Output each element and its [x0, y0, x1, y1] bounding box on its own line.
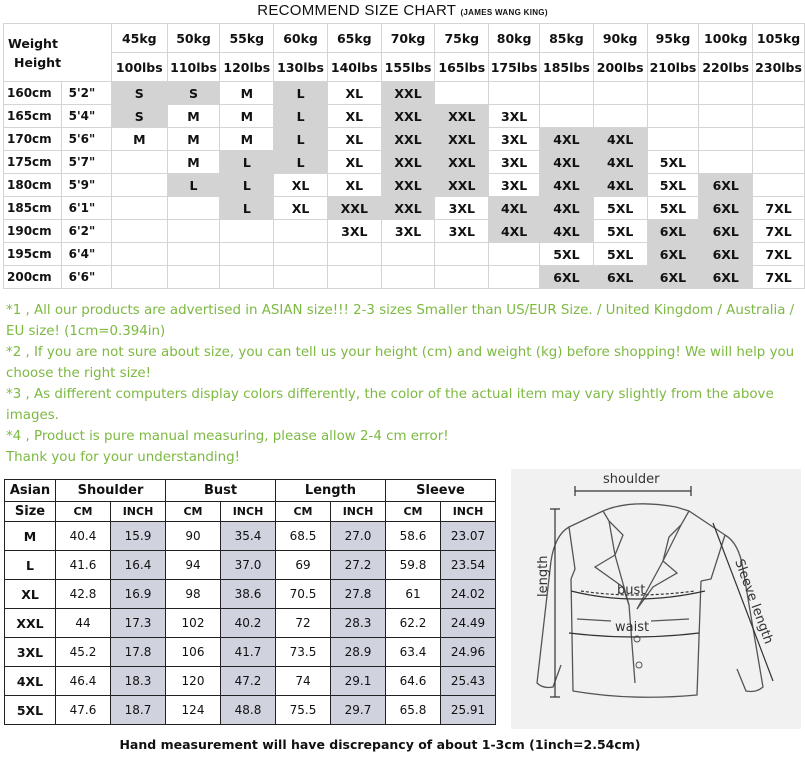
size-cell: XXL: [381, 197, 435, 220]
corner-height-label: Height: [14, 54, 62, 70]
size-row: [4, 220, 805, 243]
weight-lbs-header: 210lbs: [647, 53, 699, 82]
measure-inch-value: 24.49: [441, 609, 496, 638]
height-cm: 170cm: [4, 128, 62, 151]
size-cell: 7XL: [753, 220, 805, 243]
measure-inch-value: 17.3: [111, 609, 166, 638]
measure-inch-value: 24.96: [441, 638, 496, 667]
size-row: [4, 128, 805, 151]
size-cell: XL: [327, 82, 381, 105]
measure-inch-value: 28.3: [331, 609, 386, 638]
height-inch: 6'2": [61, 220, 111, 243]
size-cell: 6XL: [647, 220, 699, 243]
size-cell: 3XL: [489, 128, 540, 151]
size-cell: [111, 151, 167, 174]
size-cell: 6XL: [540, 266, 594, 289]
measure-inch-value: 18.3: [111, 667, 166, 696]
size-row: [4, 174, 805, 197]
size-cell: [753, 151, 805, 174]
measure-inch-value: 25.43: [441, 667, 496, 696]
measure-inch-value: 28.9: [331, 638, 386, 667]
measure-cm-value: 68.5: [276, 522, 331, 551]
size-cell: L: [220, 174, 274, 197]
size-cell: L: [220, 151, 274, 174]
measure-inch-value: 23.07: [441, 522, 496, 551]
measure-row: [5, 522, 496, 551]
note-line: *3 , As different computers display colors differently, the color of the actual item may vary slightly from the above images.: [6, 387, 774, 423]
size-cell: [647, 128, 699, 151]
size-cell: 6XL: [699, 220, 753, 243]
size-cell: 3XL: [489, 105, 540, 128]
size-cell: [489, 243, 540, 266]
height-inch: 5'6": [61, 128, 111, 151]
measure-inch-value: 29.1: [331, 667, 386, 696]
weight-kg-header: 100kg: [699, 24, 753, 53]
measure-inch-value: 27.2: [331, 551, 386, 580]
measure-cm-value: 45.2: [56, 638, 111, 667]
size-cell: 6XL: [647, 266, 699, 289]
size-cell: M: [167, 151, 220, 174]
size-cell: 4XL: [593, 151, 647, 174]
size-cell: 3XL: [489, 174, 540, 197]
size-cell: XXL: [435, 128, 489, 151]
weight-kg-header: 45kg: [111, 24, 167, 53]
size-cell: S: [111, 82, 167, 105]
size-cell: [753, 174, 805, 197]
size-cell: 6XL: [699, 174, 753, 197]
size-cell: [220, 243, 274, 266]
measure-cm-value: 47.6: [56, 696, 111, 725]
measure-cm-value: 64.6: [386, 667, 441, 696]
size-label: Size: [5, 502, 56, 522]
weight-lbs-header: 100lbs: [111, 53, 167, 82]
weight-lbs-header: 120lbs: [220, 53, 274, 82]
size-cell: 4XL: [489, 197, 540, 220]
size-row: [4, 105, 805, 128]
size-cell: L: [274, 105, 328, 128]
measure-cm-value: 62.2: [386, 609, 441, 638]
size-cell: [647, 105, 699, 128]
size-cell: 4XL: [593, 174, 647, 197]
size-cell: 4XL: [489, 220, 540, 243]
weight-kg-header: 70kg: [381, 24, 435, 53]
weight-kg-header: 55kg: [220, 24, 274, 53]
size-cell: M: [167, 105, 220, 128]
size-cell: [167, 266, 220, 289]
height-cm: 190cm: [4, 220, 62, 243]
measure-cm-value: 94: [166, 551, 221, 580]
size-cell: 3XL: [327, 220, 381, 243]
size-cell: 6XL: [699, 266, 753, 289]
size-cell: L: [274, 151, 328, 174]
size-cell: [699, 151, 753, 174]
size-cell: [381, 243, 435, 266]
measure-cm-value: 74: [276, 667, 331, 696]
size-cell: 5XL: [647, 174, 699, 197]
weight-lbs-header: 175lbs: [489, 53, 540, 82]
size-cell: [167, 243, 220, 266]
unit-header: CM: [56, 502, 111, 522]
label-shoulder: shoulder: [603, 472, 660, 487]
measure-inch-value: 35.4: [221, 522, 276, 551]
measure-inch-value: 41.7: [221, 638, 276, 667]
size-cell: XL: [327, 174, 381, 197]
chart-title-brand: (JAMES WANG KING): [460, 8, 548, 17]
size-cell: 5XL: [540, 243, 594, 266]
size-cell: XL: [274, 174, 328, 197]
weight-lbs-header: 185lbs: [540, 53, 594, 82]
size-cell: 5XL: [647, 151, 699, 174]
measure-row: [5, 667, 496, 696]
size-cell: [435, 266, 489, 289]
unit-header: INCH: [221, 502, 276, 522]
size-cell: 5XL: [593, 220, 647, 243]
measure-cm-value: 98: [166, 580, 221, 609]
size-cell: XXL: [435, 151, 489, 174]
size-cell: 5XL: [593, 243, 647, 266]
height-cm: 160cm: [4, 82, 62, 105]
measure-cm-value: 69: [276, 551, 331, 580]
measure-cm-value: 46.4: [56, 667, 111, 696]
size-cell: M: [111, 128, 167, 151]
measure-cm-value: 124: [166, 696, 221, 725]
size-row: [4, 243, 805, 266]
size-cell: [699, 82, 753, 105]
size-cell: [593, 105, 647, 128]
weight-kg-header: 105kg: [753, 24, 805, 53]
measure-row: [5, 580, 496, 609]
size-cell: [489, 82, 540, 105]
size-cell: [220, 266, 274, 289]
size-row: [4, 266, 805, 289]
unit-header: CM: [386, 502, 441, 522]
size-cell: [327, 243, 381, 266]
height-inch: 5'9": [61, 174, 111, 197]
size-cell: [111, 220, 167, 243]
size-cell: [274, 220, 328, 243]
measure-group-sleeve: Sleeve: [386, 480, 496, 502]
measure-size: 3XL: [5, 638, 56, 667]
notes-block: [6, 300, 802, 468]
size-cell: L: [220, 197, 274, 220]
weight-kg-header: 80kg: [489, 24, 540, 53]
size-cell: M: [220, 128, 274, 151]
measure-inch-value: 17.8: [111, 638, 166, 667]
label-waist: waist: [615, 620, 650, 635]
unit-header: INCH: [111, 502, 166, 522]
size-cell: 7XL: [753, 197, 805, 220]
size-cell: [753, 128, 805, 151]
height-cm: 175cm: [4, 151, 62, 174]
weight-kg-header: 75kg: [435, 24, 489, 53]
size-row: [4, 82, 805, 105]
measure-cm-value: 70.5: [276, 580, 331, 609]
size-cell: [699, 128, 753, 151]
height-inch: 6'1": [61, 197, 111, 220]
size-cell: XXL: [381, 174, 435, 197]
size-cell: [274, 243, 328, 266]
measure-cm-value: 90: [166, 522, 221, 551]
measure-inch-value: 27.0: [331, 522, 386, 551]
size-cell: [489, 266, 540, 289]
size-cell: [540, 105, 594, 128]
note-line: Thank you for your understanding!: [6, 450, 240, 465]
measure-row: [5, 696, 496, 725]
measure-row: [5, 609, 496, 638]
size-cell: 6XL: [699, 197, 753, 220]
measure-inch-value: 18.7: [111, 696, 166, 725]
size-cell: XXL: [435, 105, 489, 128]
measure-size: 5XL: [5, 696, 56, 725]
measure-size: XL: [5, 580, 56, 609]
size-cell: [699, 105, 753, 128]
unit-header: INCH: [331, 502, 386, 522]
measure-inch-value: 16.4: [111, 551, 166, 580]
size-cell: [111, 243, 167, 266]
height-inch: 5'7": [61, 151, 111, 174]
size-cell: 4XL: [593, 128, 647, 151]
size-cell: [220, 220, 274, 243]
size-cell: [753, 82, 805, 105]
measure-cm-value: 44: [56, 609, 111, 638]
size-cell: [327, 266, 381, 289]
measure-inch-value: 16.9: [111, 580, 166, 609]
size-cell: [274, 266, 328, 289]
measure-cm-value: 40.4: [56, 522, 111, 551]
height-cm: 195cm: [4, 243, 62, 266]
measure-inch-value: 15.9: [111, 522, 166, 551]
height-inch: 6'6": [61, 266, 111, 289]
measure-cm-value: 41.6: [56, 551, 111, 580]
measure-inch-value: 40.2: [221, 609, 276, 638]
chart-title-main: RECOMMEND SIZE CHART: [257, 2, 456, 19]
size-cell: [435, 243, 489, 266]
measure-inch-value: 38.6: [221, 580, 276, 609]
height-inch: 5'4": [61, 105, 111, 128]
height-inch: 5'2": [61, 82, 111, 105]
weight-kg-header: 65kg: [327, 24, 381, 53]
size-cell: 5XL: [647, 197, 699, 220]
label-sleeve-length: Sleeve length: [731, 557, 776, 647]
size-cell: 3XL: [435, 220, 489, 243]
weight-lbs-header: 155lbs: [381, 53, 435, 82]
size-row: [4, 151, 805, 174]
label-length: length: [536, 555, 551, 597]
size-cell: 6XL: [593, 266, 647, 289]
measure-inch-value: 27.8: [331, 580, 386, 609]
measure-cm-value: 59.8: [386, 551, 441, 580]
height-cm: 200cm: [4, 266, 62, 289]
measure-cm-value: 102: [166, 609, 221, 638]
weight-lbs-header: 220lbs: [699, 53, 753, 82]
size-cell: [111, 266, 167, 289]
size-cell: XL: [327, 128, 381, 151]
measure-row: [5, 638, 496, 667]
size-cell: [593, 82, 647, 105]
asian-label: Asian: [5, 480, 56, 502]
size-cell: 4XL: [540, 128, 594, 151]
size-cell: [167, 220, 220, 243]
measure-cm-value: 58.6: [386, 522, 441, 551]
size-cell: XXL: [381, 151, 435, 174]
height-inch: 6'4": [61, 243, 111, 266]
size-cell: 4XL: [540, 151, 594, 174]
size-cell: XL: [274, 197, 328, 220]
size-cell: [647, 82, 699, 105]
measurement-table: [4, 479, 496, 725]
weight-lbs-header: 130lbs: [274, 53, 328, 82]
size-row: [4, 197, 805, 220]
measure-cm-value: 63.4: [386, 638, 441, 667]
size-cell: 3XL: [435, 197, 489, 220]
size-cell: 6XL: [647, 243, 699, 266]
measure-row: [5, 551, 496, 580]
size-cell: 4XL: [540, 197, 594, 220]
corner-weight-label: Weight: [8, 35, 58, 51]
size-cell: 3XL: [489, 151, 540, 174]
size-cell: XXL: [381, 105, 435, 128]
size-cell: S: [111, 105, 167, 128]
weight-lbs-header: 165lbs: [435, 53, 489, 82]
size-cell: [111, 174, 167, 197]
measure-size: M: [5, 522, 56, 551]
unit-header: INCH: [441, 502, 496, 522]
measure-inch-value: 25.91: [441, 696, 496, 725]
measure-cm-value: 61: [386, 580, 441, 609]
measure-group-shoulder: Shoulder: [56, 480, 166, 502]
unit-header: CM: [276, 502, 331, 522]
size-cell: XXL: [327, 197, 381, 220]
size-cell: 4XL: [540, 174, 594, 197]
weight-kg-header: 90kg: [593, 24, 647, 53]
size-cell: [435, 82, 489, 105]
measure-size: 4XL: [5, 667, 56, 696]
size-cell: XL: [327, 105, 381, 128]
measure-size: XXL: [5, 609, 56, 638]
measure-cm-value: 65.8: [386, 696, 441, 725]
size-cell: XXL: [381, 128, 435, 151]
unit-header: CM: [166, 502, 221, 522]
size-cell: L: [274, 82, 328, 105]
weight-lbs-header: 110lbs: [167, 53, 220, 82]
size-cell: [540, 82, 594, 105]
weight-lbs-header: 200lbs: [593, 53, 647, 82]
footer-note: Hand measurement will have discrepancy of about 1-3cm (1inch=2.54cm): [119, 737, 641, 752]
weight-kg-header: 95kg: [647, 24, 699, 53]
weight-lbs-header: 140lbs: [327, 53, 381, 82]
measure-inch-value: 23.54: [441, 551, 496, 580]
size-cell: 6XL: [699, 243, 753, 266]
size-cell: M: [220, 105, 274, 128]
size-cell: M: [220, 82, 274, 105]
height-cm: 165cm: [4, 105, 62, 128]
measure-group-bust: Bust: [166, 480, 276, 502]
height-cm: 180cm: [4, 174, 62, 197]
note-line: *1 , All our products are advertised in ASIAN size!!! 2-3 sizes Smaller than US/EUR Size. / United Kingdom / Australia / EU size! (1cm=0.394in): [6, 303, 795, 339]
size-cell: S: [167, 82, 220, 105]
size-cell: 7XL: [753, 266, 805, 289]
measure-inch-value: 47.2: [221, 667, 276, 696]
size-cell: L: [167, 174, 220, 197]
chart-title: [0, 2, 805, 19]
measure-cm-value: 75.5: [276, 696, 331, 725]
weight-lbs-header: 230lbs: [753, 53, 805, 82]
size-cell: [753, 105, 805, 128]
corner-weight-height: [4, 24, 112, 82]
measure-inch-value: 24.02: [441, 580, 496, 609]
measure-inch-value: 29.7: [331, 696, 386, 725]
size-cell: M: [167, 128, 220, 151]
weight-kg-header: 85kg: [540, 24, 594, 53]
measure-inch-value: 48.8: [221, 696, 276, 725]
recommend-size-table: [3, 23, 805, 289]
size-cell: [381, 266, 435, 289]
size-cell: [167, 197, 220, 220]
size-cell: 4XL: [540, 220, 594, 243]
size-cell: XXL: [435, 174, 489, 197]
measure-cm-value: 106: [166, 638, 221, 667]
size-cell: XXL: [381, 82, 435, 105]
size-cell: 5XL: [593, 197, 647, 220]
size-cell: L: [274, 128, 328, 151]
measure-cm-value: 73.5: [276, 638, 331, 667]
note-line: *4 , Product is pure manual measuring, please allow 2-4 cm error!: [6, 429, 449, 444]
measure-cm-value: 72: [276, 609, 331, 638]
size-cell: 3XL: [381, 220, 435, 243]
measure-inch-value: 37.0: [221, 551, 276, 580]
label-bust: bust: [617, 583, 646, 598]
note-line: *2 , If you are not sure about size, you can tell us your height (cm) and weight (kg) before shopping! We will help you choose the right size!: [6, 345, 795, 381]
measure-cm-value: 120: [166, 667, 221, 696]
height-cm: 185cm: [4, 197, 62, 220]
measure-size: L: [5, 551, 56, 580]
measure-cm-value: 42.8: [56, 580, 111, 609]
weight-kg-header: 50kg: [167, 24, 220, 53]
size-cell: [111, 197, 167, 220]
size-cell: 7XL: [753, 243, 805, 266]
size-cell: XL: [327, 151, 381, 174]
weight-kg-header: 60kg: [274, 24, 328, 53]
jacket-measure-diagram: [511, 469, 801, 729]
measure-group-length: Length: [276, 480, 386, 502]
